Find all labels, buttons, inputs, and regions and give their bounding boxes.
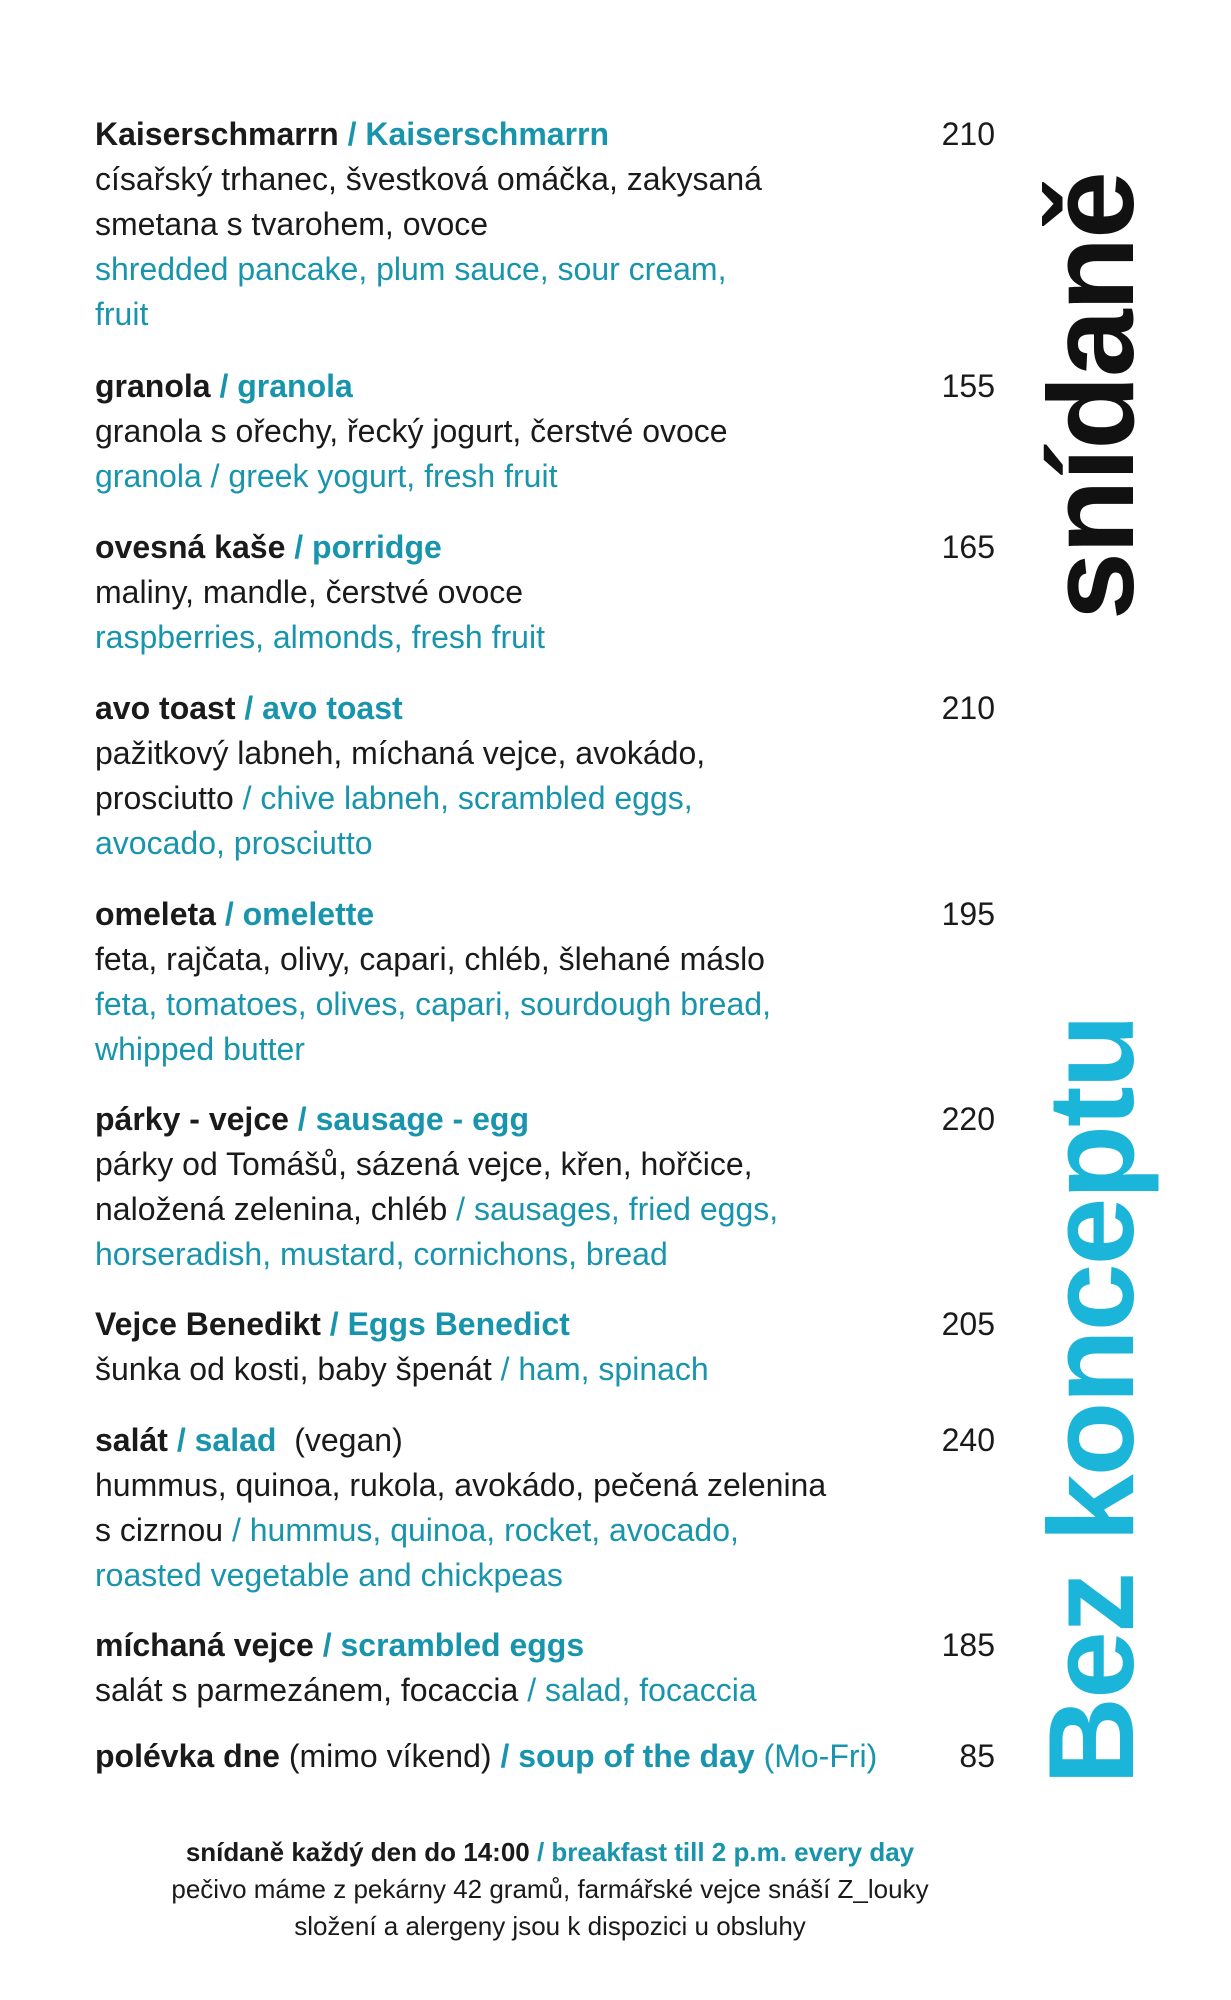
menu-list bbox=[95, 112, 995, 1779]
menu-item-granola bbox=[95, 364, 995, 499]
item-description-cz: feta, rajčata, olivy, capari, chléb, šlehané máslo bbox=[95, 941, 765, 977]
menu-item-sausage-egg bbox=[95, 1097, 995, 1277]
section-title-snidane: snídaně bbox=[1023, 172, 1159, 620]
item-title: Vejce Benedikt / Eggs Benedict bbox=[95, 1306, 570, 1342]
item-title: ovesná kaše / porridge bbox=[95, 529, 442, 565]
item-price: 185 bbox=[941, 1627, 995, 1663]
item-price: 220 bbox=[941, 1101, 995, 1137]
footer-hours: snídaně každý den do 14:00 / breakfast till 2 p.m. every day bbox=[185, 1837, 915, 1867]
item-price: 165 bbox=[941, 529, 995, 565]
item-description-cz: maliny, mandle, čerstvé ovoce bbox=[95, 574, 524, 610]
item-description-en: feta, tomatoes, olives, capari, sourdough bread, bbox=[95, 986, 771, 1022]
footer-allergens-note: složení a alergeny jsou k dispozici u obsluhy bbox=[294, 1911, 806, 1941]
menu-item-porridge bbox=[95, 525, 995, 660]
item-description-en: shredded pancake, plum sauce, sour cream, bbox=[95, 251, 727, 287]
item-description-en: horseradish, mustard, cornichons, bread bbox=[95, 1236, 668, 1272]
menu-item-kaiserschmarrn bbox=[95, 112, 995, 337]
menu-item-soup-of-the-day bbox=[95, 1734, 995, 1779]
item-description-en: granola / greek yogurt, fresh fruit bbox=[95, 458, 558, 494]
item-description-mixed: naložená zelenina, chléb / sausages, fried eggs, bbox=[95, 1191, 779, 1227]
item-description-cz: granola s ořechy, řecký jogurt, čerstvé ovoce bbox=[95, 413, 728, 449]
item-description-cz: pažitkový labneh, míchaná vejce, avokádo, bbox=[95, 735, 706, 771]
item-title: salát / salad (vegan) bbox=[95, 1422, 403, 1458]
item-title: míchaná vejce / scrambled eggs bbox=[95, 1627, 585, 1663]
item-title: polévka dne (mimo víkend) / soup of the day (Mo-Fri) bbox=[95, 1738, 878, 1774]
brand-title-bez-konceptu: Bez konceptu bbox=[1023, 1015, 1159, 1785]
item-description-en: roasted vegetable and chickpeas bbox=[95, 1557, 563, 1593]
item-description-cz: smetana s tvarohem, ovoce bbox=[95, 206, 489, 242]
item-description-mixed: šunka od kosti, baby špenát / ham, spinach bbox=[95, 1351, 709, 1387]
item-title: avo toast / avo toast bbox=[95, 690, 403, 726]
menu-item-eggs-benedict bbox=[95, 1302, 995, 1392]
menu-item-scrambled-eggs bbox=[95, 1623, 995, 1713]
menu-item-salad bbox=[95, 1418, 995, 1598]
item-description-cz: císařský trhanec, švestková omáčka, zakysaná bbox=[95, 161, 762, 197]
item-description-cz: párky od Tomášů, sázená vejce, křen, hořčice, bbox=[95, 1146, 753, 1182]
item-price: 210 bbox=[941, 690, 995, 726]
item-description-cz: hummus, quinoa, rukola, avokádo, pečená zelenina bbox=[95, 1467, 827, 1503]
item-title: granola / granola bbox=[95, 368, 353, 404]
item-description-mixed: salát s parmezánem, focaccia / salad, focaccia bbox=[95, 1672, 757, 1708]
item-description-mixed: prosciutto / chive labneh, scrambled eggs, bbox=[95, 780, 693, 816]
item-title: Kaiserschmarrn / Kaiserschmarrn bbox=[95, 116, 610, 152]
item-price: 240 bbox=[941, 1422, 995, 1458]
item-price: 155 bbox=[941, 368, 995, 404]
item-description-en: fruit bbox=[95, 296, 149, 332]
item-price: 205 bbox=[941, 1306, 995, 1342]
menu-item-avo-toast bbox=[95, 686, 995, 866]
item-description-en: whipped butter bbox=[95, 1031, 305, 1067]
item-price: 195 bbox=[941, 896, 995, 932]
item-price: 210 bbox=[941, 116, 995, 152]
item-title: omeleta / omelette bbox=[95, 896, 375, 932]
footer-bakery-note: pečivo máme z pekárny 42 gramů, farmářské vejce snáší Z_louky bbox=[171, 1874, 929, 1904]
item-title: párky - vejce / sausage - egg bbox=[95, 1101, 529, 1137]
menu-item-omelette bbox=[95, 892, 995, 1072]
item-description-mixed: s cizrnou / hummus, quinoa, rocket, avocado, bbox=[95, 1512, 739, 1548]
item-description-en: raspberries, almonds, fresh fruit bbox=[95, 619, 545, 655]
footer-notes bbox=[0, 1834, 1100, 1945]
item-description-en: avocado, prosciutto bbox=[95, 825, 373, 861]
item-price: 85 bbox=[959, 1738, 995, 1774]
